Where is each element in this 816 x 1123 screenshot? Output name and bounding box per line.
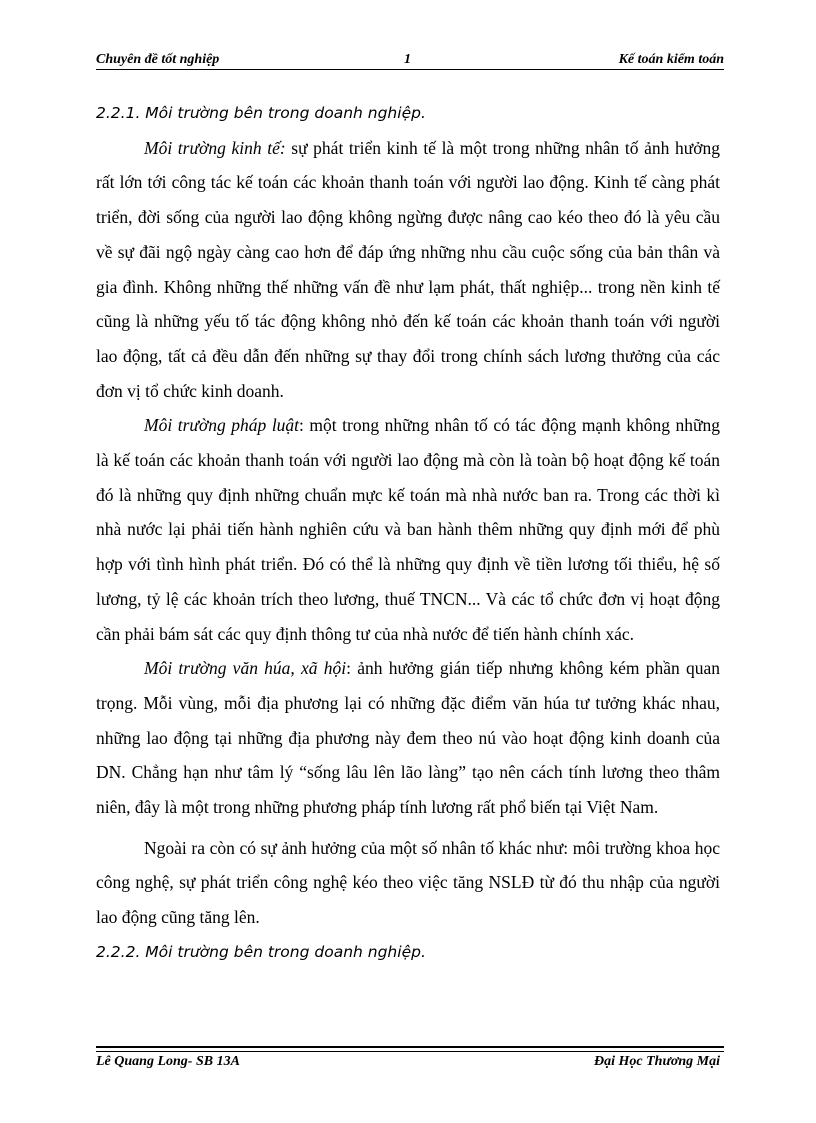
paragraph-lead-economic: Môi trường kinh tế: bbox=[144, 137, 286, 158]
section-heading-2-2-2: 2.2.2. Môi trường bên trong doanh nghiệp. bbox=[96, 942, 426, 961]
footer-divider bbox=[96, 1046, 724, 1052]
page-footer bbox=[96, 1054, 720, 1074]
paragraph-text-culture: : ảnh hưởng gián tiếp nhưng không kém phần quan trọng. Mỗi vùng, mỗi địa phương lại có những đặc điểm văn húa tư tưởng khác nhau, những lao động tại những địa phương này đem theo nú vào hoạt động kinh doanh của DN. Chẳng hạn như tâm lý “sống lâu lên lão làng” tạo nên cách tính lương theo thâm niên, đây là một trong những phương pháp tính lương rất phổ biến tại Việt Nam. bbox=[96, 658, 720, 818]
paragraph-text-legal: : một trong những nhân tố có tác động mạnh không những là kế toán các khoản thanh toán với người lao động mà còn là toàn bộ hoạt động kế toán đó là những quy định những chuẩn mực kế toán mà nhà nước ban ra. Trong các thời kì nhà nước lại phải tiến hành nghiên cứu và ban hành thêm những quy định mới để phù hợp với tình hình phát triển. Đó có thể là những quy định về tiền lương tối thiểu, hệ số lương, tỷ lệ các khoản trích theo lương, thuế TNCN... Và các tổ chức đơn vị hoạt động cần phải bám sát các quy định thông tư của nhà nước để tiến hành chính xác. bbox=[96, 415, 720, 644]
paragraph-text-economic: sự phát triển kinh tế là một trong những nhân tố ảnh hưởng rất lớn tới công tác kế toán các khoản thanh toán với người lao động. Kinh tế càng phát triển, đời sống của người lao động không ngừng được nâng cao kéo theo đó là yêu cầu về sự đãi ngộ ngày càng cao hơn để đáp ứng những nhu cầu cuộc sống của bản thân và gia đình. Không những thế những vấn đề như lạm phát, thất nghiệp... trong nền kinh tế cũng là những yếu tố tác động không nhỏ đến kế toán các khoản thanh toán với người lao động, tất cả đều dẫn đến những sự thay đổi trong chính sách lương thưởng của các đơn vị tổ chức kinh doanh. bbox=[96, 137, 720, 401]
footer-author: Lê Quang Long- SB 13A bbox=[96, 1054, 240, 1069]
section-heading-2-2-1: 2.2.1. Môi trường bên trong doanh nghiệp. bbox=[96, 104, 426, 122]
header-report-title: Chuyên đề tốt nghiệp bbox=[96, 52, 220, 67]
header-page-number: 1 bbox=[404, 52, 411, 67]
paragraph-legal-environment bbox=[96, 408, 720, 651]
footer-university: Đại Học Thương Mại bbox=[594, 1054, 720, 1069]
paragraph-lead-legal: Môi trường pháp luật bbox=[144, 415, 300, 436]
paragraph-lead-culture: Môi trường văn húa, xã hội bbox=[144, 658, 347, 679]
document-body bbox=[96, 96, 720, 970]
header-department: Kế toán kiểm toán bbox=[618, 52, 724, 67]
paragraph-other-factors: Ngoài ra còn có sự ảnh hưởng của một số nhân tố khác như: môi trường khoa học công nghệ, sự phát triển công nghệ kéo theo việc tăng NSLĐ từ đó thu nhập của người lao động cũng tăng lên. bbox=[96, 837, 720, 928]
header-divider bbox=[96, 69, 724, 70]
paragraph-culture-environment bbox=[96, 651, 720, 825]
paragraph-economic-environment bbox=[96, 131, 720, 409]
